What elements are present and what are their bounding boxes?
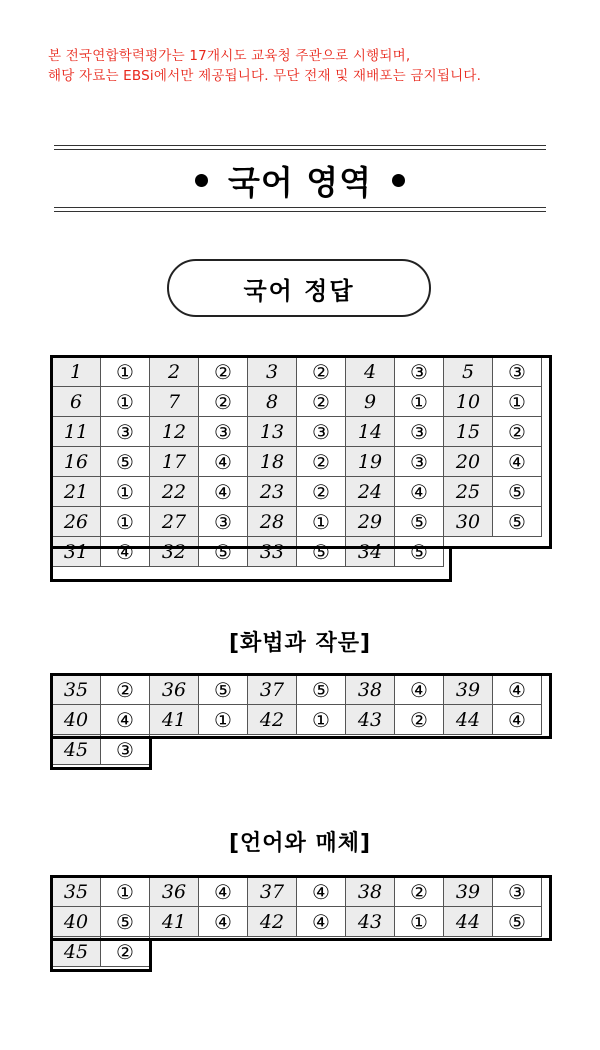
answer-choice: ④: [199, 907, 248, 937]
title-rule-bottom-inner: [54, 211, 546, 212]
empty-cell: [493, 537, 542, 567]
answer-choice: ⑤: [101, 447, 150, 477]
empty-cell: [493, 937, 542, 967]
answer-choice: ④: [493, 705, 542, 735]
answer-choice: ①: [297, 705, 346, 735]
question-number: 35: [52, 877, 101, 907]
answer-choice: ⑤: [199, 537, 248, 567]
question-number: 15: [444, 417, 493, 447]
language-media-row: [52, 907, 542, 937]
question-number: 33: [248, 537, 297, 567]
question-number: 38: [346, 675, 395, 705]
question-number: 38: [346, 877, 395, 907]
answer-choice: ③: [395, 357, 444, 387]
answer-choice: ⑤: [395, 507, 444, 537]
question-number: 19: [346, 447, 395, 477]
answer-choice: ②: [297, 357, 346, 387]
question-number: 11: [52, 417, 101, 447]
answer-choice: ①: [395, 907, 444, 937]
language-media-row: [52, 937, 542, 967]
question-number: 42: [248, 705, 297, 735]
question-number: 37: [248, 877, 297, 907]
question-number: 40: [52, 705, 101, 735]
empty-cell: [395, 937, 444, 967]
answer-choice: ①: [297, 507, 346, 537]
question-number: 4: [346, 357, 395, 387]
empty-cell: [150, 937, 199, 967]
answer-choice: ④: [101, 705, 150, 735]
question-number: 22: [150, 477, 199, 507]
answer-badge-label: 국어 정답: [243, 276, 355, 305]
empty-cell: [346, 937, 395, 967]
answer-choice: ⑤: [199, 675, 248, 705]
empty-cell: [199, 735, 248, 765]
speech-writing-answer-table: [51, 674, 542, 765]
answer-choice: ②: [395, 877, 444, 907]
question-number: 26: [52, 507, 101, 537]
answer-choice: ②: [297, 477, 346, 507]
question-number: 2: [150, 357, 199, 387]
answer-choice: ⑤: [297, 537, 346, 567]
section-title-language-media: [언어와 매체]: [228, 831, 372, 856]
answer-choice: ①: [493, 387, 542, 417]
answer-choice: ①: [101, 507, 150, 537]
question-number: 41: [150, 907, 199, 937]
answer-choice: ①: [101, 357, 150, 387]
question-number: 39: [444, 877, 493, 907]
speech-writing-row: [52, 705, 542, 735]
answer-choice: ④: [395, 477, 444, 507]
answer-choice: ①: [395, 387, 444, 417]
question-number: 17: [150, 447, 199, 477]
question-number: 23: [248, 477, 297, 507]
question-number: 28: [248, 507, 297, 537]
page-title: [54, 152, 546, 208]
common-row: [52, 357, 542, 387]
question-number: 45: [52, 937, 101, 967]
bullet-icon: [195, 174, 208, 187]
answer-choice: ③: [297, 417, 346, 447]
answer-choice: ③: [493, 357, 542, 387]
empty-cell: [248, 937, 297, 967]
empty-cell: [444, 537, 493, 567]
question-number: 16: [52, 447, 101, 477]
answer-choice: ④: [297, 877, 346, 907]
question-number: 37: [248, 675, 297, 705]
answer-choice: ①: [199, 705, 248, 735]
question-number: 12: [150, 417, 199, 447]
answer-choice: ①: [101, 477, 150, 507]
section-title-speech-writing: [화법과 작문]: [228, 631, 372, 656]
answer-choice: ⑤: [493, 907, 542, 937]
empty-cell: [493, 735, 542, 765]
answer-choice: ④: [199, 477, 248, 507]
common-row: [52, 477, 542, 507]
question-number: 39: [444, 675, 493, 705]
empty-cell: [297, 937, 346, 967]
common-row: [52, 537, 542, 567]
question-number: 36: [150, 877, 199, 907]
question-number: 41: [150, 705, 199, 735]
answer-choice: ④: [493, 447, 542, 477]
common-row: [52, 507, 542, 537]
empty-cell: [346, 735, 395, 765]
bullet-icon: [392, 174, 405, 187]
empty-cell: [199, 937, 248, 967]
answer-choice: ②: [297, 447, 346, 477]
question-number: 9: [346, 387, 395, 417]
answer-choice: ④: [395, 675, 444, 705]
question-number: 45: [52, 735, 101, 765]
empty-cell: [444, 735, 493, 765]
empty-cell: [248, 735, 297, 765]
answer-choice: ⑤: [297, 675, 346, 705]
title-rule-top-inner: [54, 149, 546, 150]
answer-choice: ①: [101, 387, 150, 417]
question-number: 32: [150, 537, 199, 567]
question-number: 14: [346, 417, 395, 447]
answer-choice: ④: [199, 447, 248, 477]
question-number: 18: [248, 447, 297, 477]
question-number: 24: [346, 477, 395, 507]
notice-line-2: 해당 자료는 EBSi에서만 제공됩니다. 무단 전재 및 재배포는 금지됩니다.: [48, 68, 482, 84]
question-number: 36: [150, 675, 199, 705]
speech-writing-row: [52, 675, 542, 705]
question-number: 21: [52, 477, 101, 507]
answer-choice: ⑤: [493, 477, 542, 507]
question-number: 30: [444, 507, 493, 537]
question-number: 10: [444, 387, 493, 417]
answer-choice: ⑤: [395, 537, 444, 567]
answer-choice: ③: [101, 735, 150, 765]
answer-choice: ④: [493, 675, 542, 705]
answer-choice: ④: [199, 877, 248, 907]
question-number: 34: [346, 537, 395, 567]
page-title-text: 국어 영역: [227, 162, 372, 202]
question-number: 40: [52, 907, 101, 937]
common-answer-table: [51, 356, 542, 567]
question-number: 25: [444, 477, 493, 507]
question-number: 6: [52, 387, 101, 417]
title-rule-top: [54, 145, 546, 146]
question-number: 5: [444, 357, 493, 387]
answer-choice: ③: [101, 417, 150, 447]
common-row: [52, 447, 542, 477]
answer-choice: ②: [101, 937, 150, 967]
answer-choice: ③: [199, 507, 248, 537]
speech-writing-row: [52, 735, 542, 765]
question-number: 3: [248, 357, 297, 387]
answer-choice: ②: [199, 357, 248, 387]
question-number: 7: [150, 387, 199, 417]
question-number: 13: [248, 417, 297, 447]
empty-cell: [444, 937, 493, 967]
answer-choice: ②: [493, 417, 542, 447]
question-number: 35: [52, 675, 101, 705]
common-row: [52, 417, 542, 447]
notice: [48, 46, 588, 86]
answer-choice: ⑤: [493, 507, 542, 537]
empty-cell: [150, 735, 199, 765]
question-number: 8: [248, 387, 297, 417]
question-number: 1: [52, 357, 101, 387]
notice-line-1: 본 전국연합학력평가는 17개시도 교육청 주관으로 시행되며,: [48, 48, 411, 64]
answer-choice: ②: [101, 675, 150, 705]
language-media-row: [52, 877, 542, 907]
empty-cell: [297, 735, 346, 765]
common-row: [52, 387, 542, 417]
answer-choice: ③: [395, 447, 444, 477]
question-number: 31: [52, 537, 101, 567]
question-number: 27: [150, 507, 199, 537]
question-number: 42: [248, 907, 297, 937]
answer-choice: ③: [199, 417, 248, 447]
answer-badge: [167, 259, 431, 317]
language-media-answer-table: [51, 876, 542, 967]
title-rule-bottom: [54, 207, 546, 208]
answer-choice: ③: [493, 877, 542, 907]
answer-choice: ③: [395, 417, 444, 447]
answer-choice: ②: [297, 387, 346, 417]
answer-choice: ②: [199, 387, 248, 417]
question-number: 44: [444, 907, 493, 937]
answer-choice: ④: [101, 537, 150, 567]
answer-choice: ②: [395, 705, 444, 735]
answer-choice: ⑤: [101, 907, 150, 937]
answer-choice: ④: [297, 907, 346, 937]
empty-cell: [395, 735, 444, 765]
question-number: 29: [346, 507, 395, 537]
question-number: 43: [346, 907, 395, 937]
question-number: 43: [346, 705, 395, 735]
question-number: 44: [444, 705, 493, 735]
answer-choice: ①: [101, 877, 150, 907]
question-number: 20: [444, 447, 493, 477]
